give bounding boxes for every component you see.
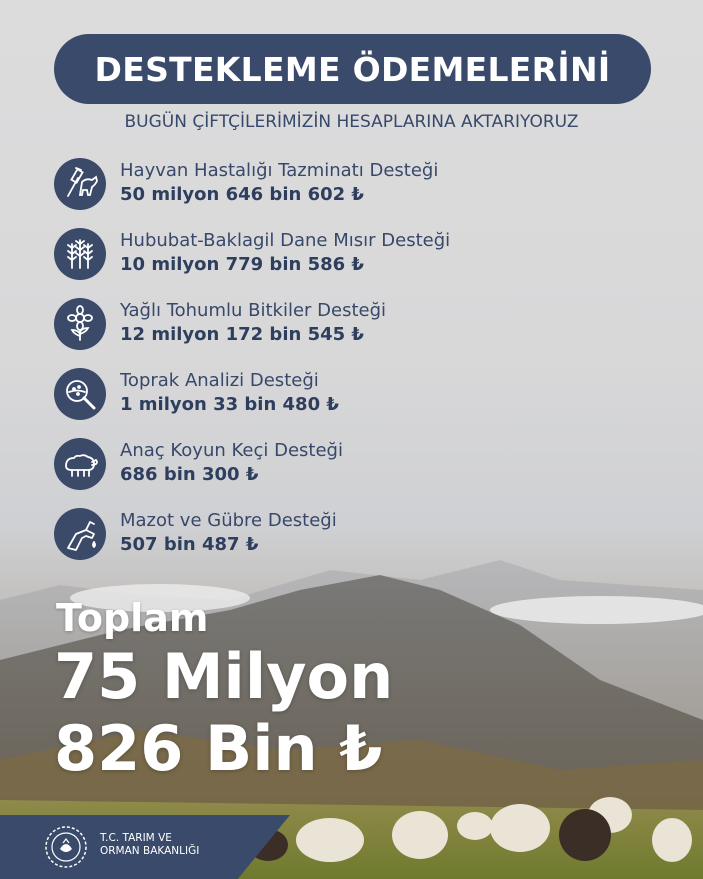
support-item-label: Mazot ve Gübre Desteği	[120, 510, 337, 531]
support-item-amount: 1 milyon 33 bin 480 ₺	[120, 394, 339, 415]
syringe-cow-icon	[54, 158, 106, 210]
support-item-amount: 10 milyon 779 bin 586 ₺	[120, 254, 364, 275]
support-item-label: Anaç Koyun Keçi Desteği	[120, 440, 343, 461]
total-amount-line1: 75 Milyon	[54, 640, 394, 713]
ministry-logo-icon	[44, 825, 88, 869]
ministry-name-line1: T.C. TARIM VE	[100, 832, 172, 844]
support-item	[54, 508, 614, 562]
total-label: Toplam	[56, 596, 209, 640]
ministry-name-line2: ORMAN BAKANLIĞI	[100, 845, 200, 857]
support-item	[54, 438, 614, 492]
page-title: DESTEKLEME ÖDEMELERİNİ	[94, 49, 611, 89]
page-subtitle: BUGÜN ÇİFTÇİLERİMİZİN HESAPLARINA AKTARIYORUZ	[124, 112, 579, 132]
support-item-amount: 686 bin 300 ₺	[120, 464, 259, 485]
support-item-amount: 12 milyon 172 bin 545 ₺	[120, 324, 364, 345]
support-item-label: Toprak Analizi Desteği	[120, 370, 319, 391]
title-banner	[54, 34, 651, 104]
ministry-name	[100, 832, 230, 858]
total-amount-line2: 826 Bin ₺	[54, 712, 383, 785]
fuel-nozzle-icon	[54, 508, 106, 560]
magnifier-soil-icon	[54, 368, 106, 420]
sunflower-icon	[54, 298, 106, 350]
support-item	[54, 158, 614, 212]
wheat-icon	[54, 228, 106, 280]
support-item-label: Hayvan Hastalığı Tazminatı Desteği	[120, 160, 439, 181]
support-item-amount: 50 milyon 646 bin 602 ₺	[120, 184, 364, 205]
support-item-amount: 507 bin 487 ₺	[120, 534, 259, 555]
support-item-label: Yağlı Tohumlu Bitkiler Desteği	[120, 300, 387, 321]
support-item	[54, 228, 614, 282]
sheep-icon	[54, 438, 106, 490]
support-item	[54, 368, 614, 422]
support-item	[54, 298, 614, 352]
support-item-label: Hububat-Baklagil Dane Mısır Desteği	[120, 230, 451, 251]
